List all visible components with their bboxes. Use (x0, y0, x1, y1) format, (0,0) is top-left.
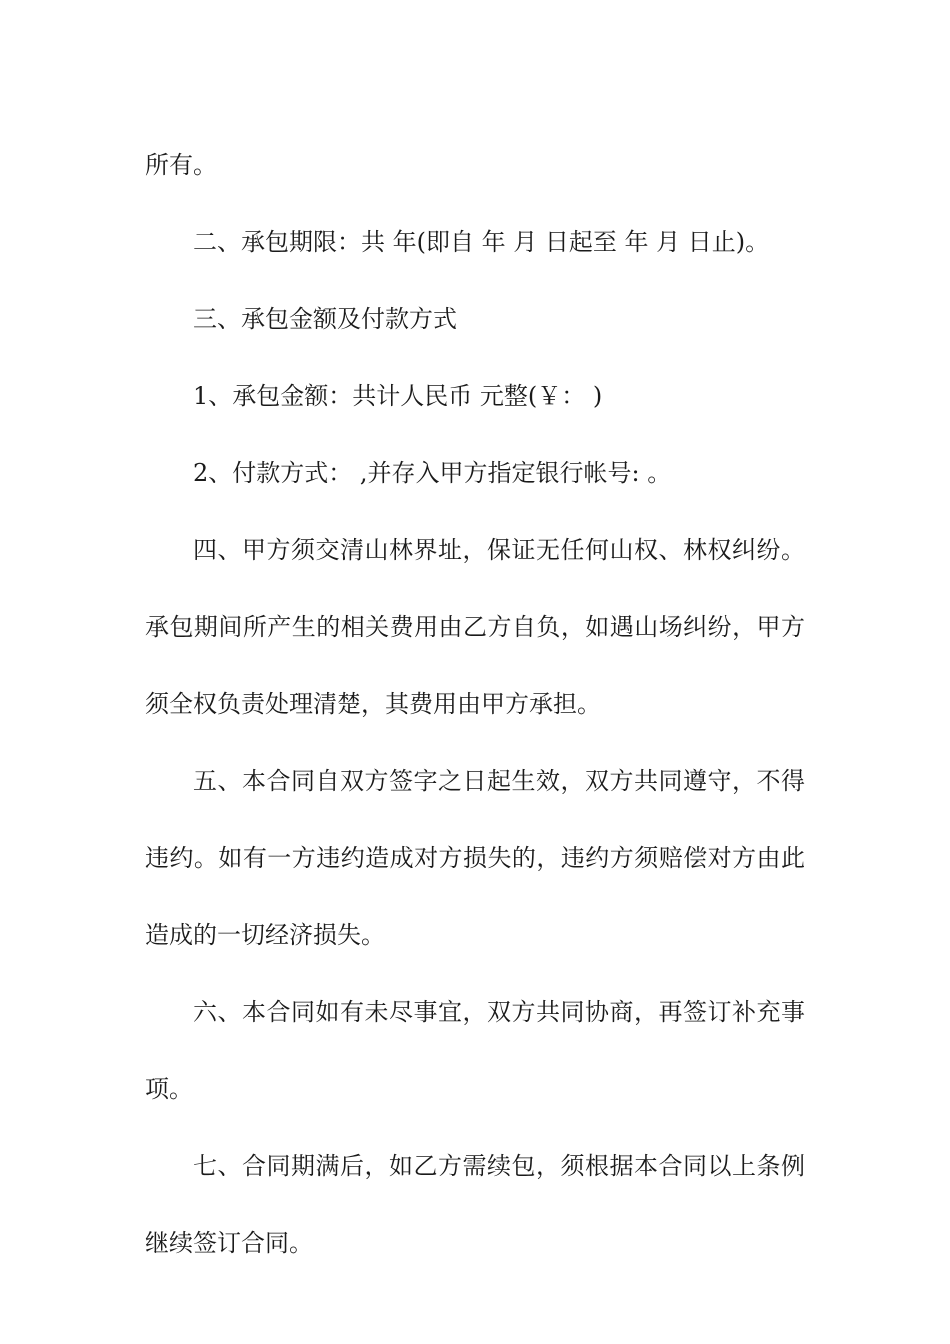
paragraph-clause-six: 六、本合同如有未尽事宜，双方共同协商，再签订补充事项。 (145, 998, 805, 1103)
paragraph-amount: 1、承包金额：共计人民币 元整(￥： ) (193, 382, 603, 410)
paragraph-clause-four: 四、甲方须交清山林界址，保证无任何山权、林权纠纷。承包期间所产生的相关费用由乙方自负，如遇山场纠纷，甲方须全权负责处理清楚，其费用由甲方承担。 (145, 536, 805, 718)
paragraph-payment-method: 2、付款方式： ,并存入甲方指定银行帐号: 。 (193, 459, 672, 487)
paragraph-contract-term: 二、承包期限：共 年(即自 年 月 日起至 年 月 日止)。 (193, 228, 770, 256)
paragraph-clause-five: 五、本合同自双方签字之日起生效，双方共同遵守，不得违约。如有一方违约造成对方损失的，违约方须赔偿对方由此造成的一切经济损失。 (145, 767, 805, 949)
paragraph-amount-heading: 三、承包金额及付款方式 (193, 305, 457, 333)
paragraph-clause-seven: 七、合同期满后，如乙方需续包，须根据本合同以上条例继续签订合同。 (145, 1152, 805, 1257)
document-body (145, 127, 805, 1282)
paragraph-continuation: 所有。 (145, 151, 217, 179)
